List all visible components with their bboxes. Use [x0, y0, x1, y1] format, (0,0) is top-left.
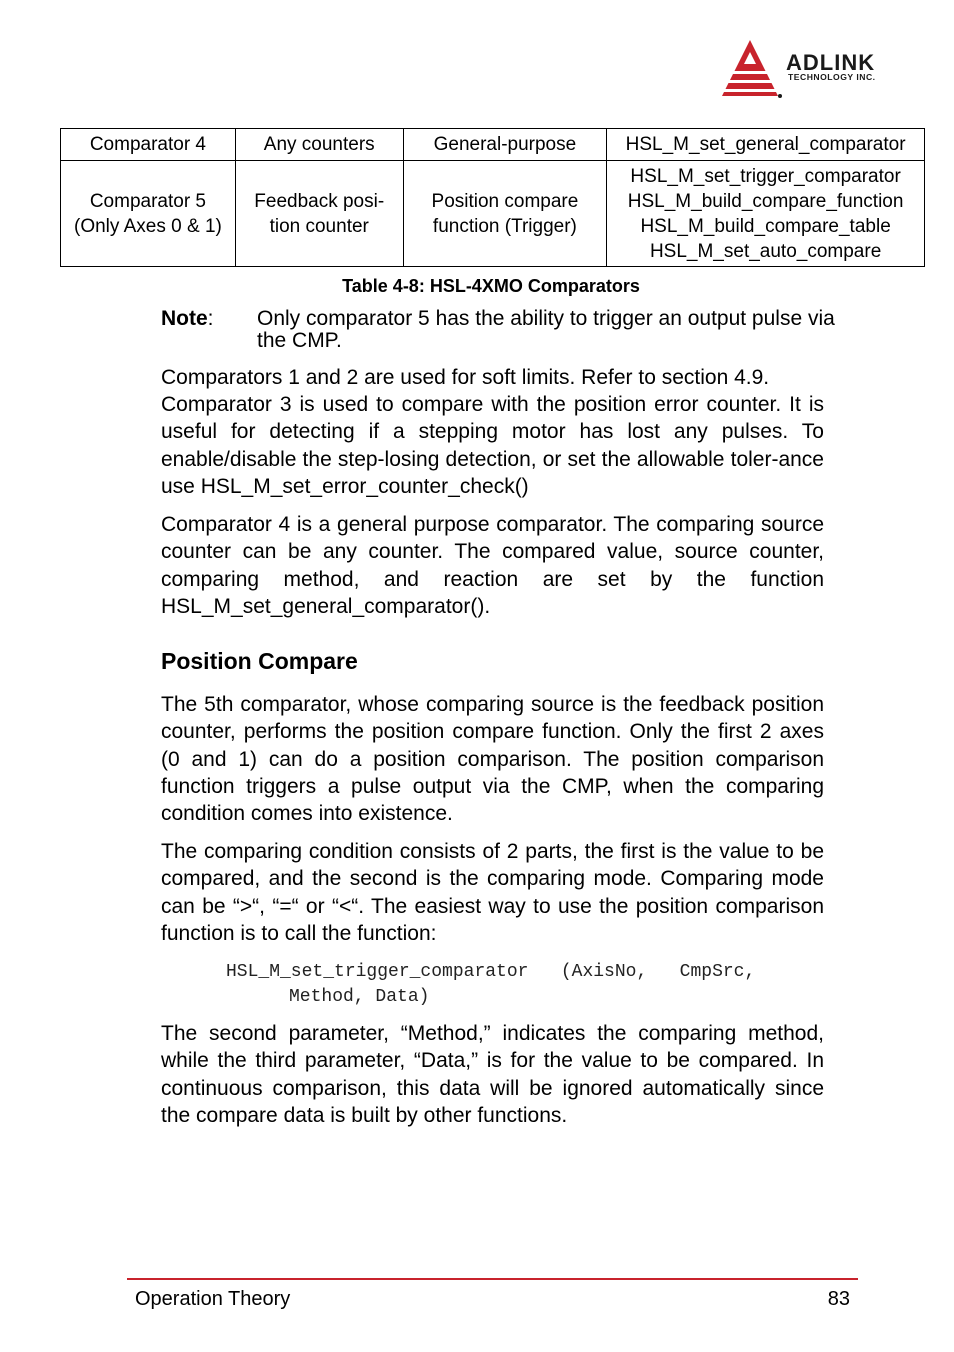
note-colon: : [207, 307, 214, 330]
adlink-logo [722, 38, 912, 100]
comparators-table [60, 128, 925, 267]
table-cell-line: HSL_M_set_general_comparator [625, 134, 906, 155]
table-cell-line: HSL_M_set_trigger_comparator [630, 165, 901, 187]
table-cell [607, 129, 925, 161]
paragraph-position-compare: The 5th comparator, whose comparing source is the feedback position counter, performs the position compare function. Only the first 2 axes (0 and 1) can do a position comparison. The position comparison function triggers a pulse output via the CMP, when the comparing condition comes into existence. [161, 693, 824, 826]
table-cell-line: HSL_M_build_compare_function [627, 190, 904, 212]
table-cell-line: Position compare [431, 190, 579, 212]
note-label-wrap [161, 308, 214, 330]
table-cell-line: tion counter [269, 215, 369, 237]
table-cell-line: HSL_M_set_auto_compare [649, 240, 882, 262]
paragraph-method-data: The second parameter, “Method,” indicates the comparing method, while the third parameter, “Data,” is for the value to be compared. In continuous comparison, this data will be ignored automatically since the compare data is built by other functions. [161, 1022, 824, 1127]
footer-title: Operation Theory [135, 1288, 291, 1310]
table-row [61, 161, 925, 267]
code-snippet [226, 960, 824, 1010]
table-cell [61, 129, 236, 161]
paragraph-comparator-4: Comparator 4 is a general purpose comparator. The comparing source counter can be any counter. The compared value, source counter, comparing method, and reaction are set by the function HSL_M_set_general_comparator(). [161, 513, 824, 618]
paragraph-comparator-3: Comparator 3 is used to compare with the position error counter. It is useful for detecting if a stepping motor has lost any pulses. To enable/disable the step-losing detection, or set the allowable toler-ance use HSL_M_set_error_counter_check() [161, 393, 824, 498]
table-row [61, 129, 925, 161]
table-cell-line: General-purpose [433, 134, 577, 155]
logo-subtitle: TECHNOLOGY INC. [788, 72, 876, 82]
page-number: 83 [827, 1288, 850, 1310]
table-cell-line: HSL_M_build_compare_table [640, 215, 891, 237]
footer-rule [127, 1278, 858, 1280]
logo-wordmark: ADLINK [786, 50, 876, 75]
code-line-2: Method, Data) [289, 987, 430, 1007]
table-cell-line: function (Trigger) [432, 215, 577, 237]
table-cell-line: Any counters [263, 134, 375, 155]
table-cell [61, 161, 236, 267]
paragraph-comparing-condition: The comparing condition consists of 2 parts, the first is the value to be compared, and the second is the comparing mode. Comparing mode can be “>“, “=“ or “<“. The easiest way to use the position comparison function is to call the function: [161, 840, 824, 945]
code-line-1: HSL_M_set_trigger_comparator (AxisNo, CmpSrc, [226, 962, 756, 982]
table-cell [235, 161, 403, 267]
table-cell [235, 129, 403, 161]
note-label: Note [161, 307, 208, 330]
paragraph-soft-limits: Comparators 1 and 2 are used for soft limits. Refer to section 4.9. [161, 366, 770, 389]
table-cell [403, 129, 607, 161]
table-cell [403, 161, 607, 267]
table-caption: Table 4-8: HSL-4XMO Comparators [342, 276, 640, 296]
adlink-triangle-icon [722, 38, 784, 100]
note-text: Only comparator 5 has the ability to trigger an output pulse via the CMP. [257, 307, 835, 352]
table-cell [607, 161, 925, 267]
table-cell-line: Comparator 4 [89, 134, 206, 155]
section-heading: Position Compare [161, 648, 358, 674]
table-cell-line: Comparator 5 [89, 190, 206, 212]
table-cell-line: (Only Axes 0 & 1) [74, 215, 222, 237]
table-cell-line: Feedback posi- [254, 190, 385, 212]
